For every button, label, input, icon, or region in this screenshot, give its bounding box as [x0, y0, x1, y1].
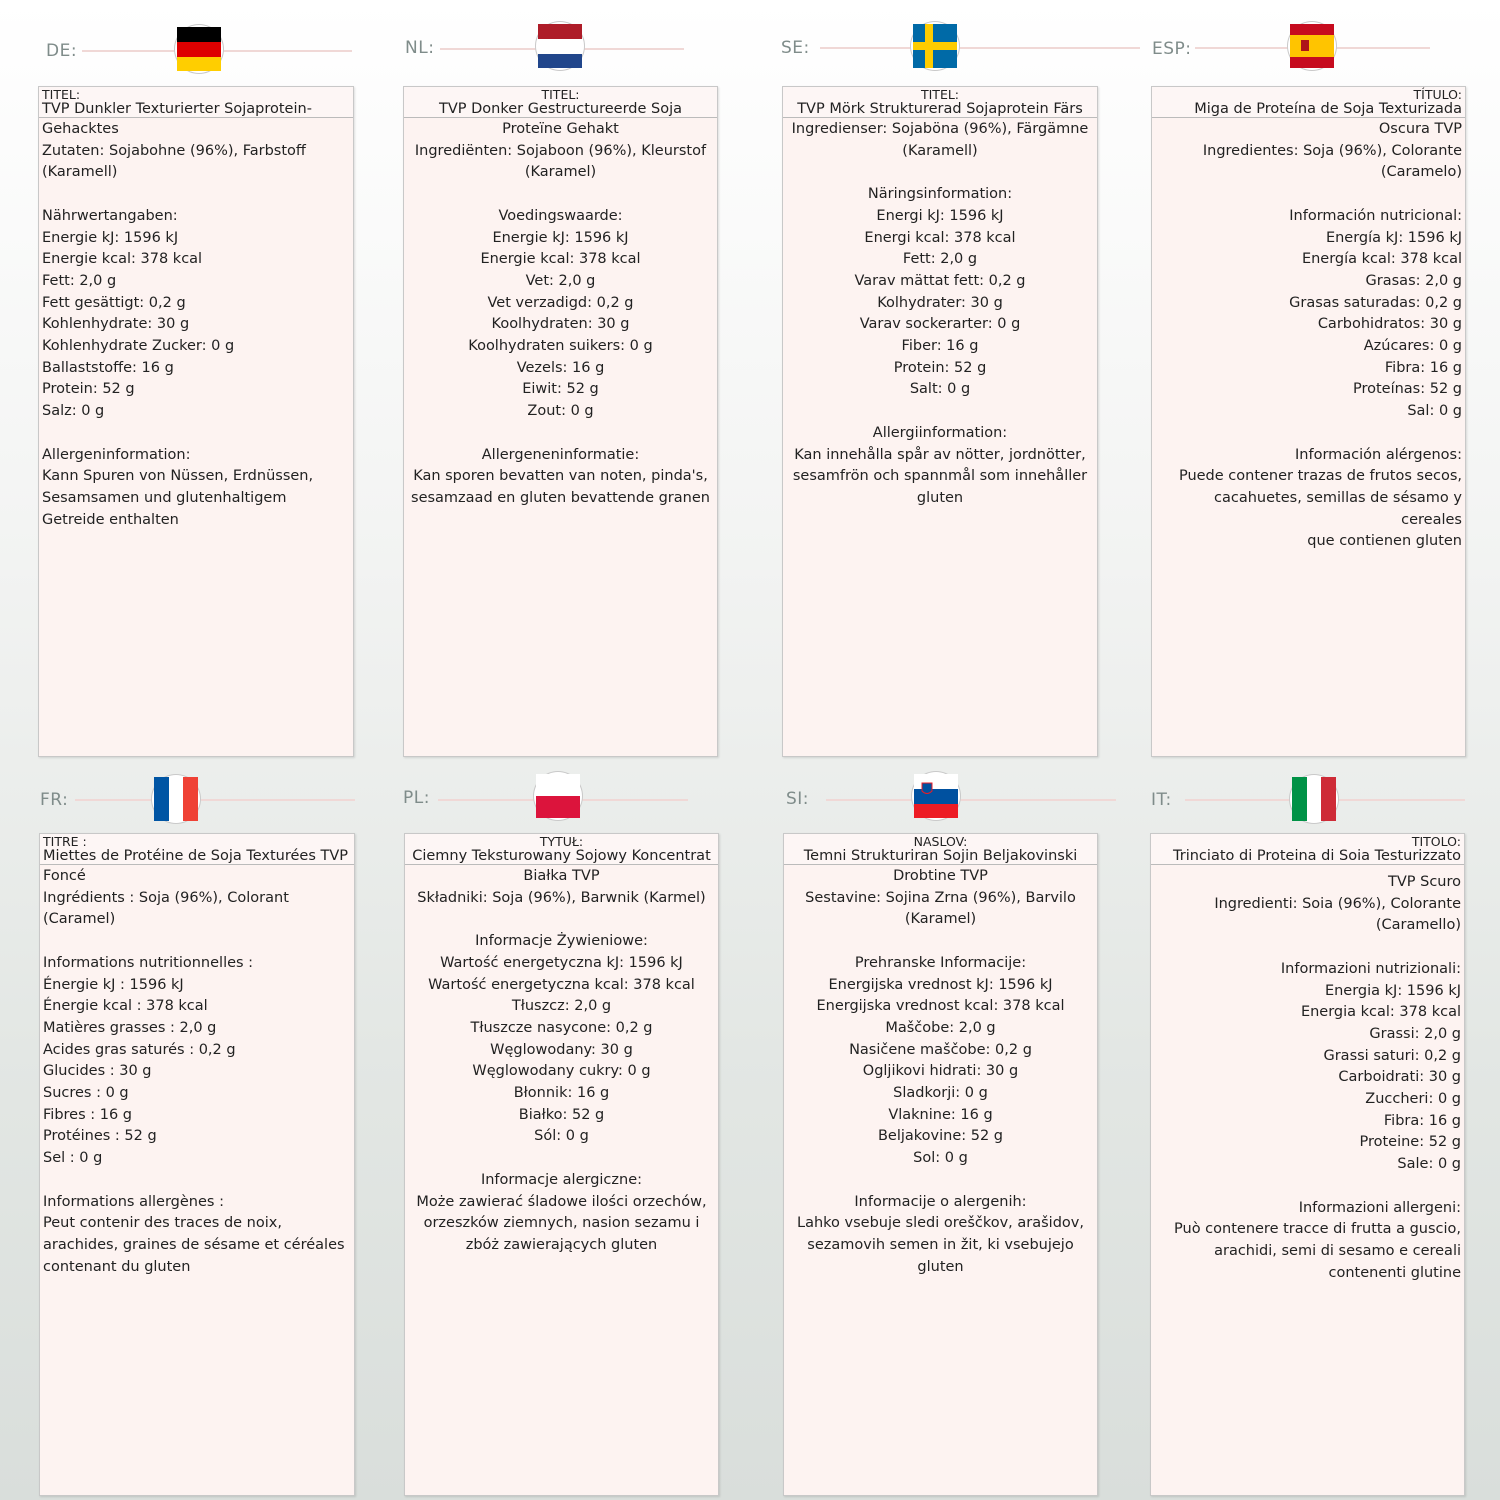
- title-bar: [40, 834, 354, 865]
- title-bar: [783, 87, 1097, 118]
- label-text: Gehacktes Zutaten: Sojabohne (96%), Farbstoff (Karamell) Nährwertangaben: Energie kJ: 1596 kJ Energie kcal: 378 kcal Fett: 2,0 g Fett gesättigt: 0,2 g Kohlenhydrate: 30 g Kohlenhydrate Zucker: 0 g Ballaststoffe: 16 g Protein: 52 g Salz: 0 g Allergeninformation: Kann Spuren von Nüssen, Erdnüssen, Sesamsamen und glutenhaltigem Getreide enthalten: [42, 121, 314, 528]
- title-bar: [1151, 834, 1464, 865]
- language-code-de: DE:: [46, 41, 78, 61]
- label-text: Oscura TVP Ingredientes: Soja (96%), Colorante (Caramelo) Información nutricional: Energía kJ: 1596 kJ Energía kcal: 378 kcal Grasas: 2,0 g Grasas saturadas: 0,2 g Carbohidratos: 30 g Azúcares: 0 g Fibra: 16 g Proteínas: 52 g Sal: 0 g Información alérgenos: Puede contener trazas de frutos secos, cacahuetes, semillas de sésamo y cereales que contienen gluten: [1178, 121, 1462, 550]
- title-bar: [39, 87, 353, 118]
- panel-de: [38, 86, 354, 757]
- product-title: Trinciato di Proteina di Soia Testurizzato: [1173, 848, 1461, 864]
- title-label: TITRE :: [43, 834, 87, 849]
- title-label: TITEL:: [541, 87, 580, 102]
- product-title: Miettes de Protéine de Soja Texturées TVP: [43, 848, 349, 864]
- panel-fr: [39, 833, 355, 1496]
- header-line: [826, 799, 1116, 801]
- title-label: TITEL:: [42, 87, 81, 102]
- title-bar: [404, 87, 717, 118]
- label-text: TVP Scuro Ingredienti: Soia (96%), Colorante (Caramello) Informazioni nutrizionali: Energia kJ: 1596 kJ Energia kcal: 378 kcal Grassi: 2,0 g Grassi saturi: 0,2 g Carboidrati: 30 g Zuccheri: 0 g Fibra: 16 g Proteine: 52 g Sale: 0 g Informazioni allergeni: Può contenere tracce di frutta a guscio, arachidi, semi di sesamo e cereali contenenti glutine: [1174, 874, 1461, 1281]
- product-title: TVP Mörk Strukturerad Sojaprotein Färs: [797, 101, 1083, 117]
- italy-flag: [1292, 777, 1336, 821]
- language-code-si: SI:: [786, 789, 810, 809]
- panel-si: [783, 833, 1098, 1496]
- language-code-pl: PL:: [403, 788, 430, 808]
- panel-nl: [403, 86, 718, 757]
- label-text: Drobtine TVP Sestavine: Sojina Zrna (96%), Barvilo (Karamel) Prehranske Informacije: Energijska vrednost kJ: 1596 kJ Energijska vrednost kcal: 378 kcal Maščobe: 2,0 g Nasičene maščobe: 0,2 g Ogljikovi hidrati: 30 g Sladkorji: 0 g Vlaknine: 16 g Beljakovine: 52 g Sol: 0 g Informacije o alergenih: Lahko vsebuje sledi oreščkov, arašidov, sezamovih semen in žit, ki vsebujejo gluten: [797, 868, 1084, 1275]
- label-text: Proteïne Gehakt Ingrediënten: Sojaboon (96%), Kleurstof (Karamel) Voedingswaarde: Energie kJ: 1596 kJ Energie kcal: 378 kcal Vet: 2,0 g Vet verzadigd: 0,2 g Koolhydraten: 30 g Koolhydraten suikers: 0 g Vezels: 16 g Eiwit: 52 g Zout: 0 g Allergeneninformatie: Kan sporen bevatten van noten, pinda's, sesamzaad en gluten bevattende granen: [411, 121, 710, 506]
- title-label: TITOLO:: [1411, 834, 1461, 849]
- germany-flag: [177, 27, 221, 71]
- language-code-fr: FR:: [40, 790, 69, 810]
- title-bar: [784, 834, 1097, 865]
- title-label: TITEL:: [920, 87, 960, 102]
- france-flag: [154, 777, 198, 821]
- netherlands-flag: [538, 24, 582, 68]
- slovenia-flag: [914, 774, 958, 818]
- language-code-se: SE:: [781, 38, 810, 58]
- product-title: Temni Strukturiran Sojin Beljakovinski: [803, 848, 1078, 864]
- panel-it: [1150, 833, 1465, 1496]
- product-title: Miga de Proteína de Soja Texturizada: [1194, 101, 1462, 117]
- language-code-esp: ESP:: [1152, 39, 1192, 59]
- label-text: Ingredienser: Sojaböna (96%), Färgämne (Karamell) Näringsinformation: Energi kJ: 1596 kJ Energi kcal: 378 kcal Fett: 2,0 g Varav mättat fett: 0,2 g Kolhydrater: 30 g Varav sockerarter: 0 g Fiber: 16 g Protein: 52 g Salt: 0 g Allergiinformation: Kan innehålla spår av nötter, jordnötter, sesamfrön och spannmål som innehåller gluten: [791, 121, 1089, 506]
- language-code-it: IT:: [1151, 790, 1172, 810]
- sweden-flag: [913, 24, 957, 68]
- title-label: NASLOV:: [913, 834, 968, 849]
- spain-flag: [1290, 24, 1334, 68]
- product-title: TVP Donker Gestructureerde Soja: [438, 101, 683, 117]
- title-bar: [405, 834, 718, 865]
- label-text: Foncé Ingrédients : Soja (96%), Colorant (Caramel) Informations nutritionnelles : Énergie kJ : 1596 kJ Énergie kcal : 378 kcal Matières grasses : 2,0 g Acides gras saturés : 0,2 g Glucides : 30 g Sucres : 0 g Fibres : 16 g Protéines : 52 g Sel : 0 g Informations allergènes : Peut contenir des traces de noix, arachides, graines de sésame et céréales contenant du gluten: [43, 868, 345, 1275]
- panel-se: [782, 86, 1098, 757]
- product-title: TVP Dunkler Texturierter Sojaprotein-: [42, 101, 312, 117]
- language-code-nl: NL:: [405, 38, 435, 58]
- panel-pl: [404, 833, 719, 1496]
- title-label: TÍTULO:: [1413, 87, 1462, 102]
- header-line: [820, 47, 1140, 49]
- title-bar: [1152, 87, 1465, 118]
- poland-flag: [536, 774, 580, 818]
- header-line: [75, 799, 355, 801]
- label-text: Białka TVP Składniki: Soja (96%), Barwnik (Karmel) Informacje Żywieniowe: Wartość energetyczna kJ: 1596 kJ Wartość energetyczna kcal: 378 kcal Tłuszcz: 2,0 g Tłuszcze nasycone: 0,2 g Węglowodany: 30 g Węglowodany cukry: 0 g Błonnik: 16 g Białko: 52 g Sól: 0 g Informacje alergiczne: Może zawierać śladowe ilości orzechów, orzeszków ziemnych, nasion sezamu i zbóż zawierających gluten: [416, 868, 707, 1253]
- product-title: Ciemny Teksturowany Sojowy Koncentrat: [412, 848, 711, 864]
- panel-esp: [1151, 86, 1466, 757]
- title-label: TYTUŁ:: [539, 834, 584, 849]
